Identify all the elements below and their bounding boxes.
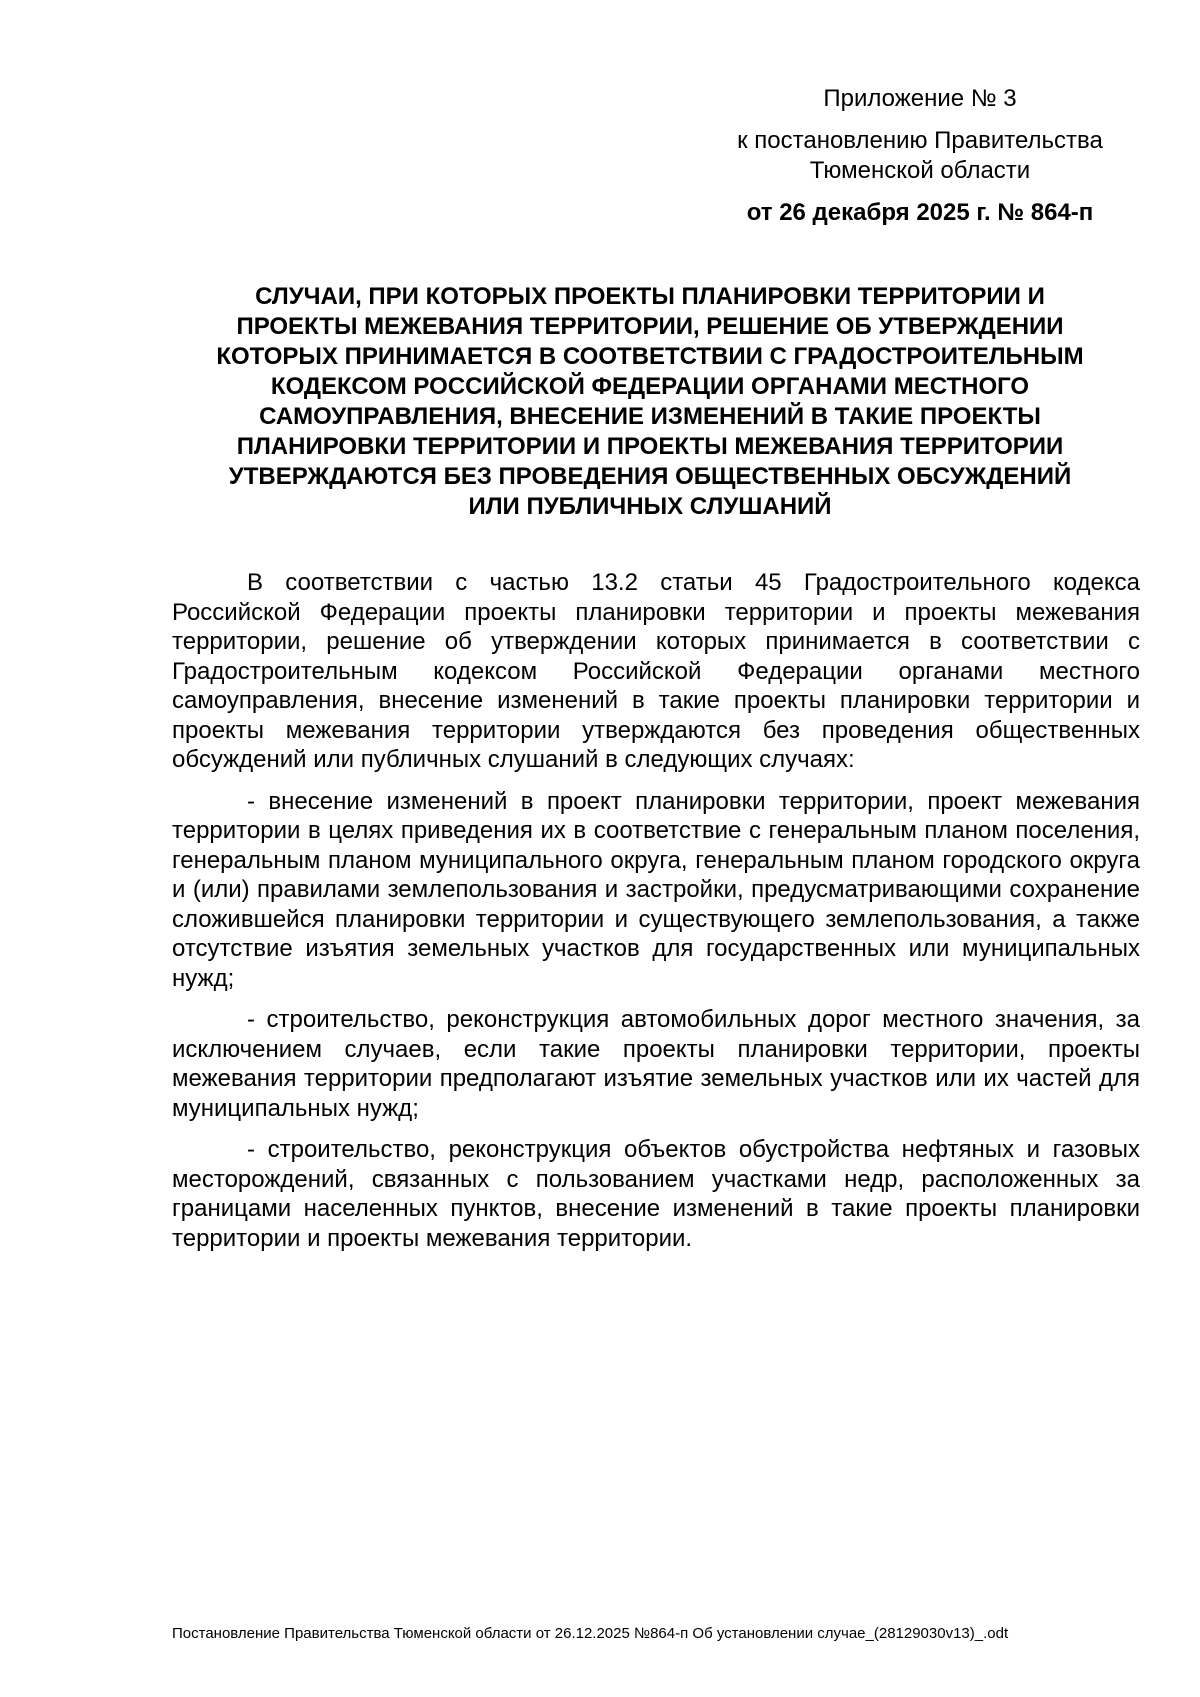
title-line: САМОУПРАВЛЕНИЯ, ВНЕСЕНИЕ ИЗМЕНЕНИЙ В ТАКИЕ ПРОЕКТЫ (259, 403, 1041, 430)
title-line: КОДЕКСОМ РОССИЙСКОЙ ФЕДЕРАЦИИ ОРГАНАМИ МЕСТНОГО (270, 373, 1030, 400)
list-item-1: - внесение изменений в проект планировки территории, проект межевания территории в целях приведения их в соответствие с генеральным планом поселения, генеральным планом муниципального округа, генеральным планом городского округа и (или) правилами землепользования и застройки, предусматривающими сохранение сложившейся планировки территории и существующего землепользования, а также отсутствие изъятия земельных участков для государственных или муниципальных нужд; (172, 787, 1140, 992)
appendix-number: Приложение № 3 (823, 85, 1017, 112)
appendix-header (690, 84, 1150, 228)
list-item-3: - строительство, реконструкция объектов обустройства нефтяных и газовых месторождений, связанных с пользованием участками недр, расположенных за границами населенных пунктов, внесение изменений в такие проекты планировки территории и проекты межевания территории. (172, 1136, 1140, 1252)
document-body (172, 568, 1140, 1265)
appendix-date-number: от 26 декабря 2025 г. № 864-п (746, 199, 1094, 226)
footer-filename: Постановление Правительства Тюменской области от 26.12.2025 №864-п Об установлении случае_(28129030v13)_.odt (172, 1625, 1009, 1642)
appendix-region: Тюменской области (809, 157, 1031, 184)
title-line: ПРОЕКТЫ МЕЖЕВАНИЯ ТЕРРИТОРИИ, РЕШЕНИЕ ОБ УТВЕРЖДЕНИИ (236, 313, 1064, 340)
title-line: ИЛИ ПУБЛИЧНЫХ СЛУШАНИЙ (468, 493, 832, 520)
appendix-decree: к постановлению Правительства (737, 127, 1103, 154)
intro-paragraph: В соответствии с частью 13.2 статьи 45 Градостроительного кодекса Российской Федерации проекты планировки территории и проекты межевания территории, решение об утверждении которых принимается в соответствии с Градостроительным кодексом Российской Федерации органами местного самоуправления, внесение изменений в такие проекты планировки территории и проекты межевания территории утверждаются без проведения общественных обсуждений или публичных слушаний в следующих случаях: (172, 569, 1140, 773)
title-line: УТВЕРЖДАЮТСЯ БЕЗ ПРОВЕДЕНИЯ ОБЩЕСТВЕННЫХ ОБСУЖДЕНИЙ (228, 463, 1072, 490)
title-line: СЛУЧАИ, ПРИ КОТОРЫХ ПРОЕКТЫ ПЛАНИРОВКИ ТЕРРИТОРИИ И (255, 283, 1045, 310)
document-title (170, 282, 1130, 522)
title-line: КОТОРЫХ ПРИНИМАЕТСЯ В СООТВЕТСТВИИ С ГРАДОСТРОИТЕЛЬНЫМ (216, 343, 1084, 370)
list-item-2: - строительство, реконструкция автомобильных дорог местного значения, за исключением случаев, если такие проекты планировки территории, проекты межевания территории предполагают изъятие земельных участков или их частей для муниципальных нужд; (172, 1006, 1140, 1122)
title-line: ПЛАНИРОВКИ ТЕРРИТОРИИ И ПРОЕКТЫ МЕЖЕВАНИЯ ТЕРРИТОРИИ (236, 433, 1064, 460)
